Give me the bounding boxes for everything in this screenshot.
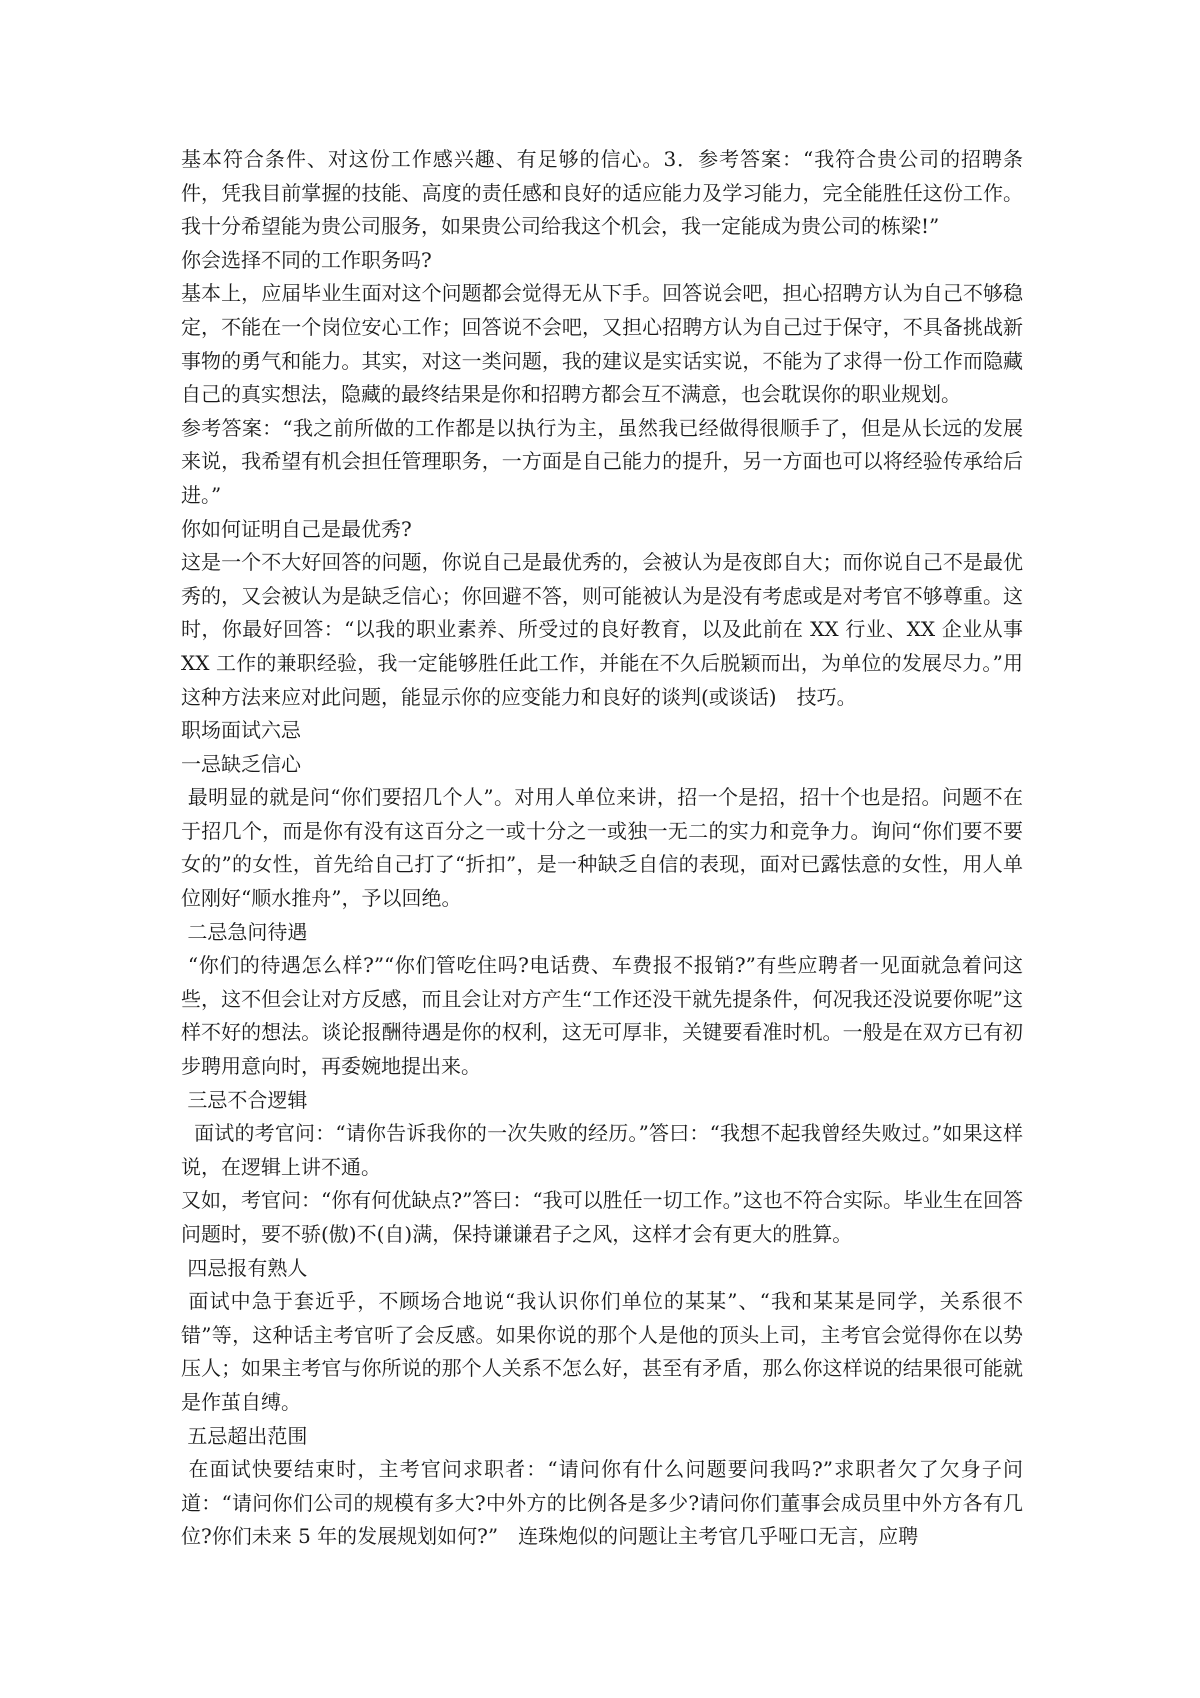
question-heading: 你如何证明自己是最优秀? (181, 516, 412, 541)
paragraph-9: 在面试快要结束时，主考官问求职者：“请问你有什么问题要问我吗?”求职者欠了欠身子问道：“请问你们公司的规模有多大?中外方的比例各是多少?请问你们董事会成员里中外方各有几位?你们未来 5 年的发展规划如何?” 连珠炮似的问题让主考官几乎哑口无言，应聘 (181, 1457, 1024, 1549)
paragraph-1: 基本符合条件、对这份工作感兴趣、有足够的信心。3．参考答案：“我符合贵公司的招聘条件，凭我目前掌握的技能、高度的责任感和良好的适应能力及学习能力，完全能胜任这份工作。我十分希望能为贵公司服务，如果贵公司给我这个机会，我一定能成为贵公司的栋梁!” (181, 147, 1023, 239)
section-title: 职场面试六忌 (181, 718, 301, 743)
paragraph-2: 基本上，应届毕业生面对这个问题都会觉得无从下手。回答说会吧，担心招聘方认为自己不够稳定，不能在一个岗位安心工作；回答说不会吧，又担心招聘方认为自己过于保守，不具备挑战新事物的勇气和能力。其实，对这一类问题，我的建议是实话实说，不能为了求得一份工作而隐藏自己的真实想法，隐藏的最终结果是你和招聘方都会互不满意，也会耽误你的职业规划。 (181, 281, 1023, 407)
paragraph-8: 面试中急于套近乎，不顾场合地说“我认识你们单位的某某”、“我和某某是同学，关系很不错”等，这种话主考官听了会反感。如果你说的那个人是他的顶头上司，主考官会觉得你在以势压人；如果主考官与你所说的那个人关系不怎么好，甚至有矛盾，那么你这样说的结果很可能就是作茧自缚。 (181, 1289, 1023, 1414)
question-heading: 你会选择不同的工作职务吗? (181, 247, 432, 272)
document-body (181, 143, 1030, 1554)
subsection-title: 四忌报有熟人 (181, 1255, 308, 1280)
subsection-title: 三忌不合逻辑 (181, 1087, 308, 1112)
paragraph-5: “你们的待遇怎么样?”“你们管吃住吗?电话费、车费报不报销?”有些应聘者一见面就急着问这些，这不但会让对方反感，而且会让对方产生“工作还没干就先提条件，何况我还没说要你呢”这样不好的想法。谈论报酬待遇是你的权利，这无可厚非，关键要看准时机。一般是在双方已有初步聘用意向时，再委婉地提出来。 (181, 953, 1023, 1079)
paragraph-3: 这是一个不大好回答的问题，你说自己是最优秀的，会被认为是夜郎自大；而你说自己不是最优秀的，又会被认为是缺乏信心；你回避不答，则可能被认为是没有考虑或是对考官不够尊重。这时，你最好回答：“以我的职业素养、所受过的良好教育，以及此前在 XX 行业、XX 企业从事 XX 工作的兼职经验，我一定能够胜任此工作，并能在不久后脱颖而出，为单位的发展尽力。”用这种方法来应对此问题，能显示你的应变能力和良好的谈判(或谈话) 技巧。 (181, 550, 1030, 709)
paragraph-7: 又如，考官问：“你有何优缺点?”答曰：“我可以胜任一切工作。”这也不符合实际。毕业生在回答问题时，要不骄(傲)不(自)满，保持谦谦君子之风，这样才会有更大的胜算。 (181, 1188, 1023, 1246)
paragraph-6: 面试的考官问：“请你告诉我你的一次失败的经历。”答曰：“我想不起我曾经失败过。”如果这样说，在逻辑上讲不通。 (181, 1121, 1023, 1179)
subsection-title: 二忌急问待遇 (181, 919, 308, 944)
paragraph-4: 最明显的就是问“你们要招几个人”。对用人单位来讲，招一个是招，招十个也是招。问题不在于招几个，而是你有没有这百分之一或十分之一或独一无二的实力和竞争力。询问“你们要不要女的”的女性，首先给自己打了“折扣”，是一种缺乏自信的表现，面对已露怯意的女性，用人单位刚好“顺水推舟”，予以回绝。 (181, 785, 1024, 911)
reference-answer: 参考答案：“我之前所做的工作都是以执行为主，虽然我已经做得很顺手了，但是从长远的发展来说，我希望有机会担任管理职务，一方面是自己能力的提升，另一方面也可以将经验传承给后进。” (181, 415, 1023, 507)
subsection-title: 一忌缺乏信心 (181, 751, 301, 776)
subsection-title: 五忌超出范围 (181, 1423, 308, 1448)
